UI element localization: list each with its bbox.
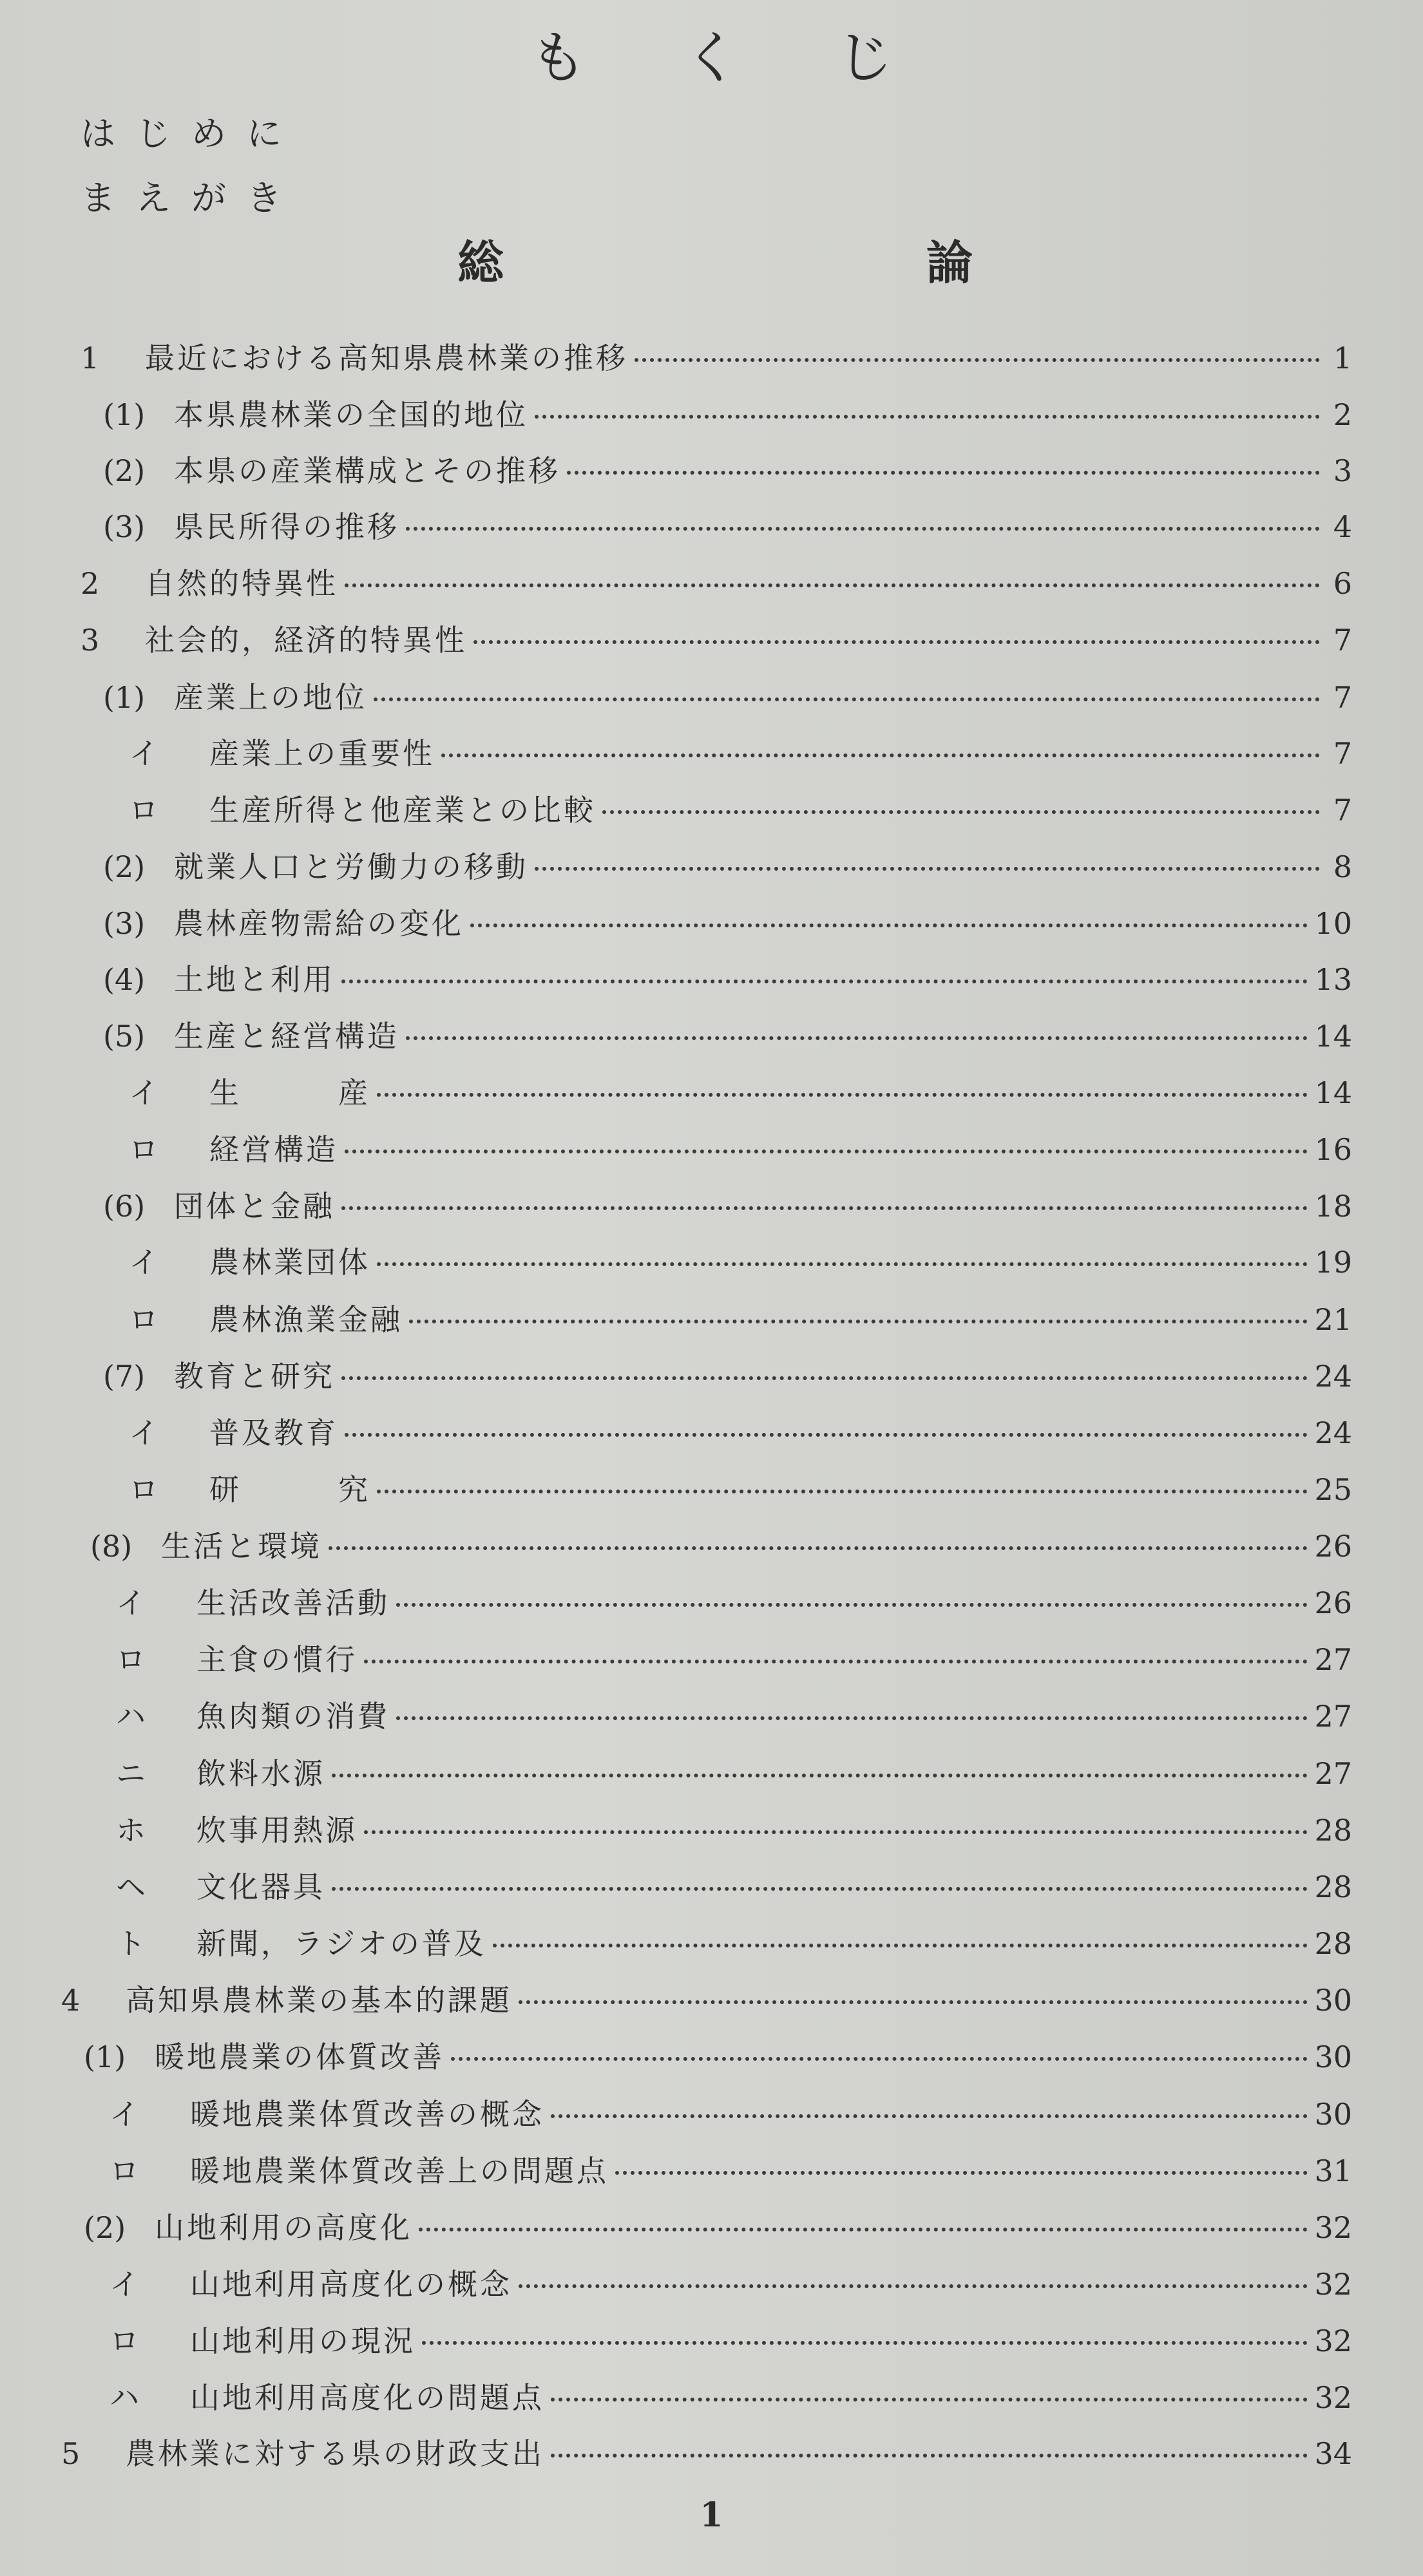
toc-entry[interactable]	[110, 2261, 1352, 2313]
toc-entry-number: 5	[61, 2436, 81, 2471]
dot-leader	[377, 1490, 1308, 1493]
toc-entry-number: 2	[81, 566, 100, 601]
toc-entry-page: 27	[1314, 1699, 1352, 1734]
toc-entry[interactable]	[103, 1183, 1352, 1235]
toc-entry-number: イ	[116, 1586, 146, 1620]
toc-entry[interactable]	[110, 2318, 1352, 2369]
toc-entry-number: (1)	[103, 680, 146, 715]
dot-leader	[409, 1320, 1308, 1323]
toc-entry-page: 25	[1314, 1472, 1352, 1507]
toc-entry-label: 産業上の重要性	[209, 736, 435, 771]
toc-entry-label: 研 究	[209, 1472, 370, 1507]
dot-leader	[332, 1774, 1308, 1777]
toc-entry-page: 28	[1314, 1926, 1352, 1961]
toc-entry-number: ニ	[116, 1756, 146, 1791]
toc-entry-number: イ	[129, 1075, 158, 1110]
toc-entry-page: 10	[1314, 906, 1352, 941]
toc-entry-label: 普及教育	[209, 1416, 338, 1450]
toc-entry-label: 農林業に対する県の財政支出	[126, 2436, 544, 2471]
toc-entry-number: 4	[61, 1983, 81, 2018]
dot-leader	[419, 2228, 1308, 2231]
toc-entry-page: 19	[1314, 1245, 1352, 1280]
toc-entry-number: (2)	[103, 849, 146, 884]
toc-entry-page: 14	[1314, 1019, 1352, 1054]
toc-entry-label: 本県の産業構成とその推移	[174, 453, 560, 488]
toc-entry-label: 県民所得の推移	[174, 509, 399, 544]
toc-entry-page: 34	[1314, 2436, 1352, 2471]
toc-entry[interactable]	[116, 1636, 1352, 1688]
toc-entry[interactable]	[61, 1977, 1352, 2029]
dot-leader	[332, 1887, 1308, 1891]
toc-entry-label: 山地利用高度化の問題点	[190, 2380, 544, 2415]
toc-entry-number: (5)	[103, 1019, 146, 1054]
toc-entry-label: 自然的特異性	[145, 566, 338, 601]
intro-item-maegaki[interactable]: まえがき	[81, 178, 302, 218]
toc-entry-number: ロ	[116, 1642, 146, 1677]
toc-entry-label: 魚肉類の消費	[196, 1699, 390, 1734]
dot-leader	[535, 867, 1320, 871]
dot-leader	[519, 2284, 1308, 2288]
dot-leader	[635, 358, 1320, 362]
toc-entry-page: 24	[1314, 1359, 1352, 1394]
toc-entry-page: 26	[1314, 1529, 1352, 1564]
dot-leader	[364, 1830, 1308, 1834]
toc-entry[interactable]	[81, 560, 1352, 612]
toc-entry-label: 生産所得と他産業との比較	[209, 793, 596, 828]
dot-leader	[451, 2057, 1308, 2061]
toc-entry[interactable]	[103, 504, 1352, 555]
toc-entry-label: 山地利用の高度化	[155, 2210, 412, 2245]
dot-leader	[374, 697, 1320, 701]
page-number: 1	[700, 2496, 723, 2535]
toc-entry-number: (4)	[103, 962, 146, 997]
toc-entry-number: ロ	[129, 1132, 158, 1167]
toc-entry[interactable]	[116, 1693, 1352, 1745]
section-heading-left: 総	[457, 235, 504, 290]
dot-leader	[422, 2341, 1308, 2345]
dot-leader	[551, 2114, 1308, 2118]
toc-entry[interactable]	[84, 2034, 1352, 2085]
toc-entry-page: 26	[1314, 1586, 1352, 1620]
toc-entry[interactable]	[129, 730, 1352, 782]
toc-entry-page: 28	[1314, 1870, 1352, 1904]
toc-entry-label: 団体と金融	[174, 1189, 335, 1224]
dot-leader	[396, 1603, 1308, 1607]
toc-entry[interactable]	[116, 1750, 1352, 1802]
dot-leader	[551, 2454, 1308, 2458]
toc-entry-number: イ	[129, 736, 158, 771]
dot-leader	[377, 1093, 1308, 1097]
toc-entry-label: 社会的，経済的特異性	[145, 623, 467, 658]
toc-entry-number: (2)	[103, 453, 146, 488]
toc-entry-page: 27	[1314, 1642, 1352, 1677]
toc-entry-label: 農林漁業金融	[209, 1302, 403, 1337]
toc-entry-number: (3)	[103, 509, 146, 544]
toc-entry[interactable]	[116, 1580, 1352, 1631]
toc-entry[interactable]	[103, 674, 1352, 726]
toc-entry-number: ヘ	[116, 1870, 146, 1904]
toc-entry-page: 27	[1314, 1756, 1352, 1791]
toc-entry-page: 28	[1314, 1813, 1352, 1848]
toc-entry-page: 30	[1314, 2097, 1352, 2132]
toc-entry[interactable]	[129, 1296, 1352, 1348]
toc-entry-label: 最近における高知県農林業の推移	[145, 341, 628, 375]
toc-entry-number: 3	[81, 623, 100, 658]
dot-leader	[364, 1660, 1308, 1663]
toc-entry-page: 7	[1333, 736, 1352, 771]
page-title: もくじ	[530, 24, 990, 91]
toc-entry[interactable]	[116, 1920, 1352, 1972]
toc-entry-number: (1)	[84, 2040, 126, 2074]
toc-entry[interactable]	[116, 1864, 1352, 1915]
toc-entry-page: 32	[1314, 2324, 1352, 2358]
toc-entry-label: 暖地農業体質改善上の問題点	[190, 2154, 609, 2188]
toc-entry-label: 飲料水源	[196, 1756, 325, 1791]
toc-entry-label: 高知県農林業の基本的課題	[126, 1983, 512, 2018]
toc-entry-page: 24	[1314, 1416, 1352, 1450]
dot-leader	[345, 583, 1320, 587]
toc-entry-number: (8)	[90, 1529, 133, 1564]
toc-entry[interactable]	[103, 900, 1352, 952]
toc-entry-label: 暖地農業体質改善の概念	[190, 2097, 544, 2132]
toc-entry[interactable]	[129, 1126, 1352, 1178]
toc-entry[interactable]	[129, 1466, 1352, 1518]
toc-entry[interactable]	[81, 335, 1352, 386]
toc-entry[interactable]	[103, 448, 1352, 499]
toc-entry-number: (3)	[103, 906, 146, 941]
toc-entry-label: 炊事用熱源	[196, 1813, 358, 1848]
toc-entry-label: 新聞，ラジオの普及	[196, 1926, 486, 1961]
toc-entry-page: 32	[1314, 2267, 1352, 2302]
toc-entry-label: 暖地農業の体質改善	[155, 2040, 444, 2074]
toc-entry[interactable]	[61, 2430, 1352, 2482]
toc-entry[interactable]	[84, 2204, 1352, 2256]
toc-entry-number: (1)	[103, 397, 146, 432]
dot-leader	[473, 640, 1320, 644]
toc-entry-number: ハ	[116, 1699, 146, 1734]
dot-leader	[567, 471, 1320, 475]
toc-entry-page: 31	[1314, 2154, 1352, 2188]
toc-entry-page: 7	[1333, 623, 1352, 658]
toc-entry-number: ロ	[129, 1472, 158, 1507]
toc-entry-number: ト	[116, 1926, 146, 1961]
toc-entry-number: ハ	[110, 2380, 139, 2415]
dot-leader	[329, 1546, 1308, 1550]
toc-entry[interactable]	[110, 2374, 1352, 2426]
toc-entry-page: 16	[1314, 1132, 1352, 1167]
toc-entry-label: 文化器具	[196, 1870, 325, 1904]
toc-entry[interactable]	[110, 2091, 1352, 2143]
dot-leader	[535, 415, 1320, 419]
toc-entry-page: 6	[1333, 566, 1352, 601]
toc-entry-number: ロ	[110, 2154, 139, 2188]
toc-entry-number: (6)	[103, 1189, 146, 1224]
toc-entry-label: 主食の慣行	[196, 1642, 358, 1677]
toc-entry-label: 山地利用高度化の概念	[190, 2267, 512, 2302]
toc-entry-page: 21	[1314, 1302, 1352, 1337]
toc-entry-label: 山地利用の現況	[190, 2324, 415, 2358]
toc-entry[interactable]	[103, 844, 1352, 895]
dot-leader	[493, 1944, 1308, 1947]
dot-leader	[615, 2171, 1308, 2175]
toc-entry-page: 3	[1333, 453, 1352, 488]
toc-entry-label: 生活と環境	[161, 1529, 322, 1564]
dot-leader	[341, 1376, 1308, 1380]
toc-entry-page: 7	[1333, 793, 1352, 828]
intro-item-hajimeni[interactable]: はじめに	[81, 113, 302, 154]
toc-entry-label: 産業上の地位	[174, 680, 367, 715]
toc-entry-number: イ	[129, 1416, 158, 1450]
toc-entry[interactable]	[129, 1070, 1352, 1121]
dot-leader	[406, 1036, 1308, 1040]
toc-entry[interactable]	[103, 1353, 1352, 1405]
toc-entry-number: (7)	[103, 1359, 146, 1394]
toc-entry-label: 本県農林業の全国的地位	[174, 397, 528, 432]
dot-leader	[345, 1150, 1308, 1153]
toc-entry-page: 18	[1314, 1189, 1352, 1224]
toc-entry[interactable]	[116, 1807, 1352, 1859]
dot-leader	[341, 1206, 1308, 1210]
section-heading	[457, 225, 973, 292]
toc-entry-number: ホ	[116, 1813, 146, 1848]
toc-entry-number: イ	[129, 1245, 158, 1280]
toc-entry-number: (2)	[84, 2210, 126, 2245]
toc-entry[interactable]	[103, 956, 1352, 1008]
toc-entry-number: イ	[110, 2267, 139, 2302]
dot-leader	[341, 980, 1308, 983]
toc-entry-page: 32	[1314, 2380, 1352, 2415]
toc-entry-page: 7	[1333, 680, 1352, 715]
toc-entry-page: 1	[1333, 341, 1352, 375]
toc-entry[interactable]	[129, 787, 1352, 838]
toc-entry-number: イ	[110, 2097, 139, 2132]
toc-entry[interactable]	[103, 392, 1352, 443]
toc-entry-page: 8	[1333, 849, 1352, 884]
toc-entry[interactable]	[103, 1013, 1352, 1065]
dot-leader	[396, 1716, 1308, 1720]
dot-leader	[441, 753, 1320, 757]
toc-entry-label: 就業人口と労働力の移動	[174, 849, 528, 884]
toc-entry-number: ロ	[129, 1302, 158, 1337]
toc-entry-label: 農林産物需給の変化	[174, 906, 464, 941]
toc-entry-label: 生活改善活動	[196, 1586, 390, 1620]
toc-entry-number: ロ	[110, 2324, 139, 2358]
toc-entry-page: 13	[1314, 962, 1352, 997]
toc-entry-page: 14	[1314, 1075, 1352, 1110]
toc-entry-label: 経営構造	[209, 1132, 338, 1167]
toc-entry-label: 教育と研究	[174, 1359, 335, 1394]
toc-entry-label: 生 産	[209, 1075, 370, 1110]
toc-entry-label: 土地と利用	[174, 962, 335, 997]
toc-entry-page: 4	[1333, 509, 1352, 544]
toc-entry[interactable]	[110, 2148, 1352, 2199]
toc-entry-page: 2	[1333, 397, 1352, 432]
toc-entry[interactable]	[129, 1410, 1352, 1461]
dot-leader	[519, 2000, 1308, 2004]
dot-leader	[345, 1433, 1308, 1437]
toc-entry[interactable]	[129, 1239, 1352, 1291]
toc-entry-page: 30	[1314, 2040, 1352, 2074]
toc-entry[interactable]	[90, 1523, 1352, 1575]
dot-leader	[551, 2398, 1308, 2401]
toc-entry[interactable]	[81, 617, 1352, 668]
dot-leader	[470, 923, 1308, 927]
dot-leader	[377, 1262, 1308, 1266]
toc-entry-number: ロ	[129, 793, 158, 828]
dot-leader	[406, 527, 1320, 531]
toc-entry-label: 農林業団体	[209, 1245, 370, 1280]
toc-entry-page: 32	[1314, 2210, 1352, 2245]
toc-entry-number: 1	[81, 341, 100, 375]
toc-entry-label: 生産と経営構造	[174, 1019, 399, 1054]
toc-entry-page: 30	[1314, 1983, 1352, 2018]
section-heading-right: 論	[926, 235, 973, 290]
dot-leader	[602, 810, 1320, 814]
